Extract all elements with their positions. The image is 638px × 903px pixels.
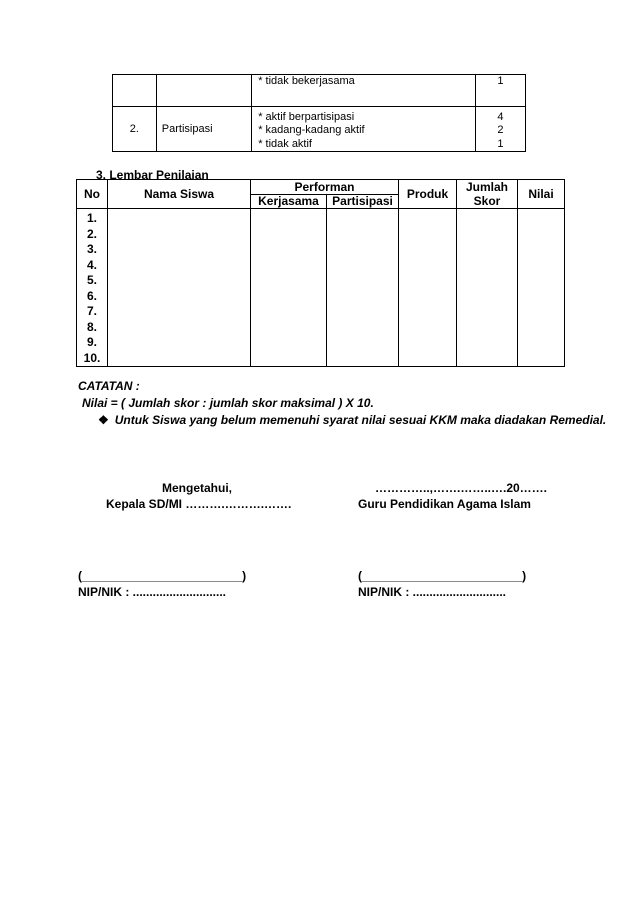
row-number: 4. [86, 257, 97, 272]
assessment-table [76, 179, 565, 367]
notes-bullet-text: Untuk Siswa yang belum memenuhi syarat nilai sesuai KKM maka diadakan Remedial. [114, 413, 607, 427]
criteria-desc: * tidak bekerjasama [258, 75, 355, 87]
criteria-score: 1 [497, 137, 504, 150]
header-nilai: Nilai [518, 180, 565, 209]
sig-left-nip: NIP/NIK : ............................ [78, 585, 227, 599]
row-number: 9. [86, 335, 97, 349]
criteria-desc: * tidak aktif [258, 137, 312, 150]
sig-left-title: Kepala SD/MI ……….……….……. [106, 497, 292, 511]
sig-left-name: (________________________) [78, 569, 247, 583]
criteria-score-cell [475, 107, 525, 152]
produk-cell [399, 209, 457, 367]
sig-right-date: …………..,…….……..….20……. [375, 481, 548, 495]
criteria-no-cell [113, 107, 157, 152]
criteria-desc-cell [252, 75, 476, 107]
header-nama-siswa: Nama Siswa [108, 180, 251, 209]
row-number: 6. [86, 288, 97, 303]
criteria-name-cell [156, 75, 251, 107]
criteria-score: 2 [497, 124, 504, 136]
data-row [77, 209, 565, 367]
criteria-no-cell [113, 75, 157, 107]
criteria-row-1 [113, 75, 526, 107]
notes-bullet-item [78, 412, 606, 429]
criteria-row-2 [113, 107, 526, 152]
header-kerjasama: Kerjasama [251, 194, 327, 209]
criteria-score-cell [475, 75, 525, 107]
sig-right-title: Guru Pendidikan Agama Islam [358, 497, 531, 511]
partisipasi-cell [327, 209, 399, 367]
notes-title: CATATAN : [78, 379, 140, 393]
criteria-no: 2. [129, 123, 139, 135]
criteria-table [112, 74, 526, 152]
row-number: 1. [86, 211, 97, 225]
header-produk: Produk [399, 180, 457, 209]
row-number: 8. [86, 319, 97, 334]
header-jumlah-skor [457, 180, 518, 209]
header-partisipasi: Partisipasi [327, 194, 399, 209]
nilai-cell [518, 209, 565, 367]
row-number: 7. [86, 304, 97, 318]
criteria-name-cell [156, 107, 251, 152]
header-no: No [77, 180, 108, 209]
nama-cell [108, 209, 251, 367]
row-number: 2. [86, 226, 97, 241]
criteria-score: 4 [497, 110, 504, 123]
row-number: 5. [86, 273, 97, 287]
notes-formula: Nilai = ( Jumlah skor : jumlah skor maksimal ) X 10. [82, 396, 374, 410]
sig-left-label: Mengetahui, [162, 481, 233, 495]
notes [78, 378, 606, 429]
header-jumlah: Jumlah [465, 180, 508, 194]
jumlah-skor-cell [457, 209, 518, 367]
header-skor: Skor [473, 194, 501, 208]
criteria-desc-cell [252, 107, 476, 152]
header-row [77, 180, 565, 195]
sig-right-nip: NIP/NIK : ............................ [358, 585, 507, 599]
criteria-desc: * kadang-kadang aktif [258, 124, 365, 136]
header-performan: Performan [251, 180, 399, 195]
criteria-desc: * aktif berpartisipasi [258, 110, 355, 123]
kerjasama-cell [251, 209, 327, 367]
sig-right-name: (________________________) [358, 569, 527, 583]
row-number: 10. [83, 350, 101, 365]
diamond-bullet-icon: ❖ [98, 413, 109, 427]
criteria-score: 1 [497, 75, 504, 87]
row-number: 3. [86, 242, 97, 256]
criteria-name: Partisipasi [161, 123, 213, 135]
row-numbers-cell [77, 209, 108, 367]
section-title: 3. Lembar Penilaian [96, 168, 209, 182]
